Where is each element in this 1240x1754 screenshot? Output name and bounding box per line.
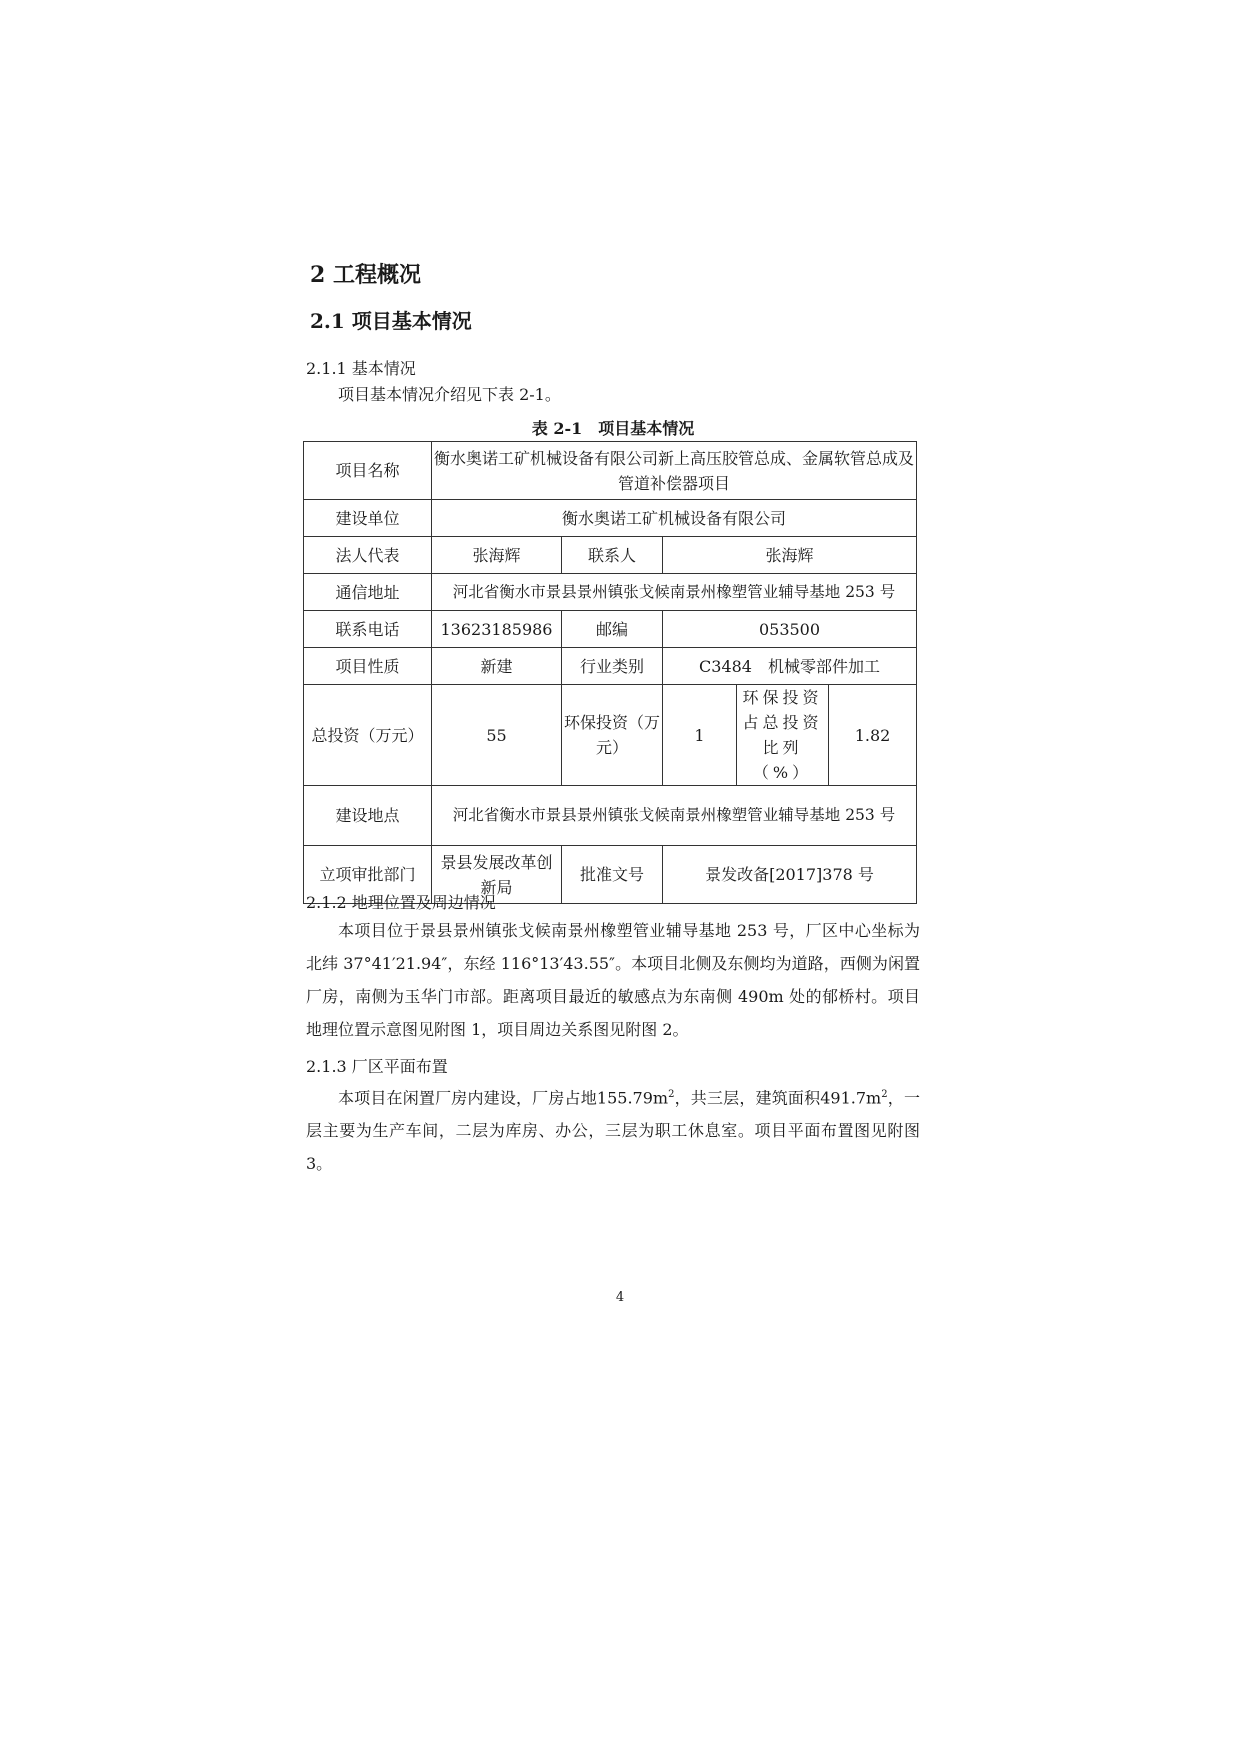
cell-env-investment: 1 bbox=[663, 685, 737, 786]
table-row bbox=[304, 574, 917, 611]
superscript: 2 bbox=[881, 1089, 888, 1100]
table-row bbox=[304, 611, 917, 648]
subsubsection-title-location: 2.1.2 地理位置及周边情况 bbox=[306, 893, 496, 912]
cell-total-investment: 55 bbox=[432, 685, 562, 786]
cell-label-phone: 联系电话 bbox=[304, 611, 432, 648]
cell-contact: 张海辉 bbox=[663, 537, 917, 574]
cell-label-nature: 项目性质 bbox=[304, 648, 432, 685]
cell-approval-dept: 景县发展改革创新局 bbox=[432, 846, 562, 904]
table-caption: 表 2-1 项目基本情况 bbox=[531, 419, 695, 438]
page-number: 4 bbox=[615, 1290, 625, 1305]
cell-label-env-investment: 环保投资（万元） bbox=[562, 685, 663, 786]
cell-address: 河北省衡水市景县景州镇张戈候南景州橡塑管业辅导基地 253 号 bbox=[432, 574, 917, 611]
cell-approval-no: 景发改备[2017]378 号 bbox=[663, 846, 917, 904]
cell-label-legal-rep: 法人代表 bbox=[304, 537, 432, 574]
table-row bbox=[304, 685, 917, 786]
cell-phone: 13623185986 bbox=[432, 611, 562, 648]
table-row bbox=[304, 442, 917, 500]
cell-label-location: 建设地点 bbox=[304, 786, 432, 846]
cell-label-approval-dept: 立项审批部门 bbox=[304, 846, 432, 904]
cell-builder: 衡水奥诺工矿机械设备有限公司 bbox=[432, 500, 917, 537]
cell-legal-rep: 张海辉 bbox=[432, 537, 562, 574]
section-heading: 2 工程概况 bbox=[310, 262, 421, 288]
table-row bbox=[304, 648, 917, 685]
cell-label-total-investment: 总投资（万元） bbox=[304, 685, 432, 786]
cell-location: 河北省衡水市景县景州镇张戈候南景州橡塑管业辅导基地 253 号 bbox=[432, 786, 917, 846]
layout-text-a: 本项目在闲置厂房内建设，厂房占地155.79m bbox=[338, 1088, 669, 1108]
cell-label-industry: 行业类别 bbox=[562, 648, 663, 685]
superscript: 2 bbox=[668, 1089, 675, 1100]
project-info-table bbox=[303, 441, 917, 904]
location-paragraph: 本项目位于景县景州镇张戈候南景州橡塑管业辅导基地 253 号，厂区中心坐标为北纬 37°41′21.94″，东经 116°13′43.55″。本项目北侧及东侧均为道路，西侧为闲置厂房，南侧为玉华门市部。距离项目最近的敏感点为东南侧 490m 处的郁桥村。项目地理位置示意图见附图 1，项目周边关系图见附图 2。 bbox=[306, 921, 920, 1039]
table-row bbox=[304, 537, 917, 574]
cell-label-approval-no: 批准文号 bbox=[562, 846, 663, 904]
cell-env-ratio: 1.82 bbox=[829, 685, 917, 786]
cell-label-address: 通信地址 bbox=[304, 574, 432, 611]
subsection-heading: 2.1 项目基本情况 bbox=[310, 309, 472, 333]
table-row bbox=[304, 500, 917, 537]
cell-label-postcode: 邮编 bbox=[562, 611, 663, 648]
intro-paragraph: 项目基本情况介绍见下表 2-1。 bbox=[338, 385, 561, 404]
layout-text-b: ，共三层，建筑面积491.7m bbox=[674, 1088, 882, 1108]
cell-project-name: 衡水奥诺工矿机械设备有限公司新上高压胶管总成、金属软管总成及管道补偿器项目 bbox=[432, 442, 917, 500]
cell-label-builder: 建设单位 bbox=[304, 500, 432, 537]
cell-label-contact: 联系人 bbox=[562, 537, 663, 574]
cell-label-project-name: 项目名称 bbox=[304, 442, 432, 500]
subsubsection-title-basic: 2.1.1 基本情况 bbox=[306, 359, 416, 378]
cell-nature: 新建 bbox=[432, 648, 562, 685]
layout-paragraph bbox=[306, 1078, 920, 1180]
table-row bbox=[304, 786, 917, 846]
layout-text-c: ，一层主要为生产车间，二层为库房、办公，三层为职工休息室。项目平面布置图见附图3。 bbox=[306, 1088, 920, 1174]
cell-industry: C3484 机械零部件加工 bbox=[663, 648, 917, 685]
cell-postcode: 053500 bbox=[663, 611, 917, 648]
cell-label-env-ratio: 环保投资占总投资比列（%） bbox=[737, 685, 829, 786]
subsubsection-title-layout: 2.1.3 厂区平面布置 bbox=[306, 1057, 448, 1076]
